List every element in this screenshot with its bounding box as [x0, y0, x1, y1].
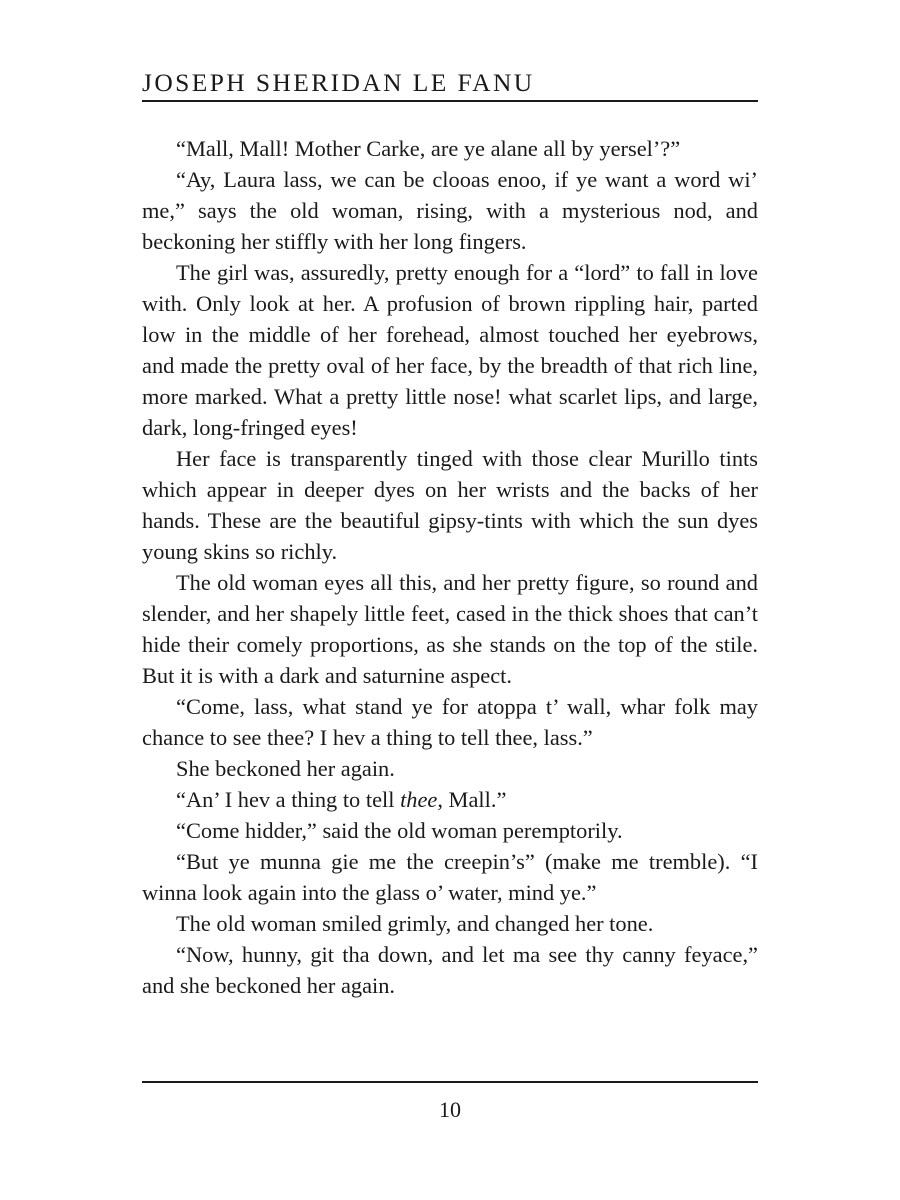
paragraph: “But ye munna gie me the creepin’s” (make me tremble). “I winna look again into the glass o’ water, mind ye.”: [142, 849, 758, 905]
paragraph: [142, 784, 758, 815]
paragraph: The girl was, assuredly, pretty enough for a “lord” to fall in love with. Only look at her. A profusion of brown rippling hair, parted low in the middle of her forehead, almost touched her eyebrows, and made the pretty oval of her face, by the breadth of that rich line, more marked. What a pretty little nose! what scarlet lips, and large, dark, long-fringed eyes!: [142, 260, 758, 440]
paragraph: The old woman smiled grimly, and changed her tone.: [176, 911, 654, 936]
paragraph-text: , Mall.”: [437, 787, 507, 812]
paragraph: “Come hidder,” said the old woman peremptorily.: [176, 818, 623, 843]
paragraph: “Mall, Mall! Mother Carke, are ye alane all by yersel’?”: [176, 136, 681, 161]
header-rule: [142, 100, 758, 102]
italic-emphasis: thee: [400, 787, 438, 812]
paragraph: “Now, hunny, git tha down, and let ma see thy canny feyace,” and she beckoned her again.: [142, 942, 758, 998]
running-head-author: JOSEPH SHERIDAN LE FANU: [142, 68, 535, 97]
footer-rule: [142, 1081, 758, 1083]
body-text: [142, 133, 758, 1001]
paragraph-text: “An’ I hev a thing to tell: [176, 787, 401, 812]
paragraph: “Come, lass, what stand ye for atoppa t’ wall, whar folk may chance to see thee? I hev a thing to tell thee, lass.”: [142, 694, 758, 750]
paragraph: The old woman eyes all this, and her pretty figure, so round and slender, and her shapely little feet, cased in the thick shoes that can’t hide their comely proportions, as she stands on the top of the stile. But it is with a dark and saturnine aspect.: [142, 570, 758, 688]
paragraph: Her face is transparently tinged with those clear Murillo tints which appear in deeper dyes on her wrists and the backs of her hands. These are the beautiful gipsy-tints with which the sun dyes young skins so richly.: [142, 446, 758, 564]
paragraph: She beckoned her again.: [176, 756, 395, 781]
page-number: 10: [439, 1097, 461, 1122]
paragraph: “Ay, Laura lass, we can be clooas enoo, if ye want a word wi’ me,” says the old woman, rising, with a mysterious nod, and beckoning her stiffly with her long fingers.: [142, 167, 758, 254]
